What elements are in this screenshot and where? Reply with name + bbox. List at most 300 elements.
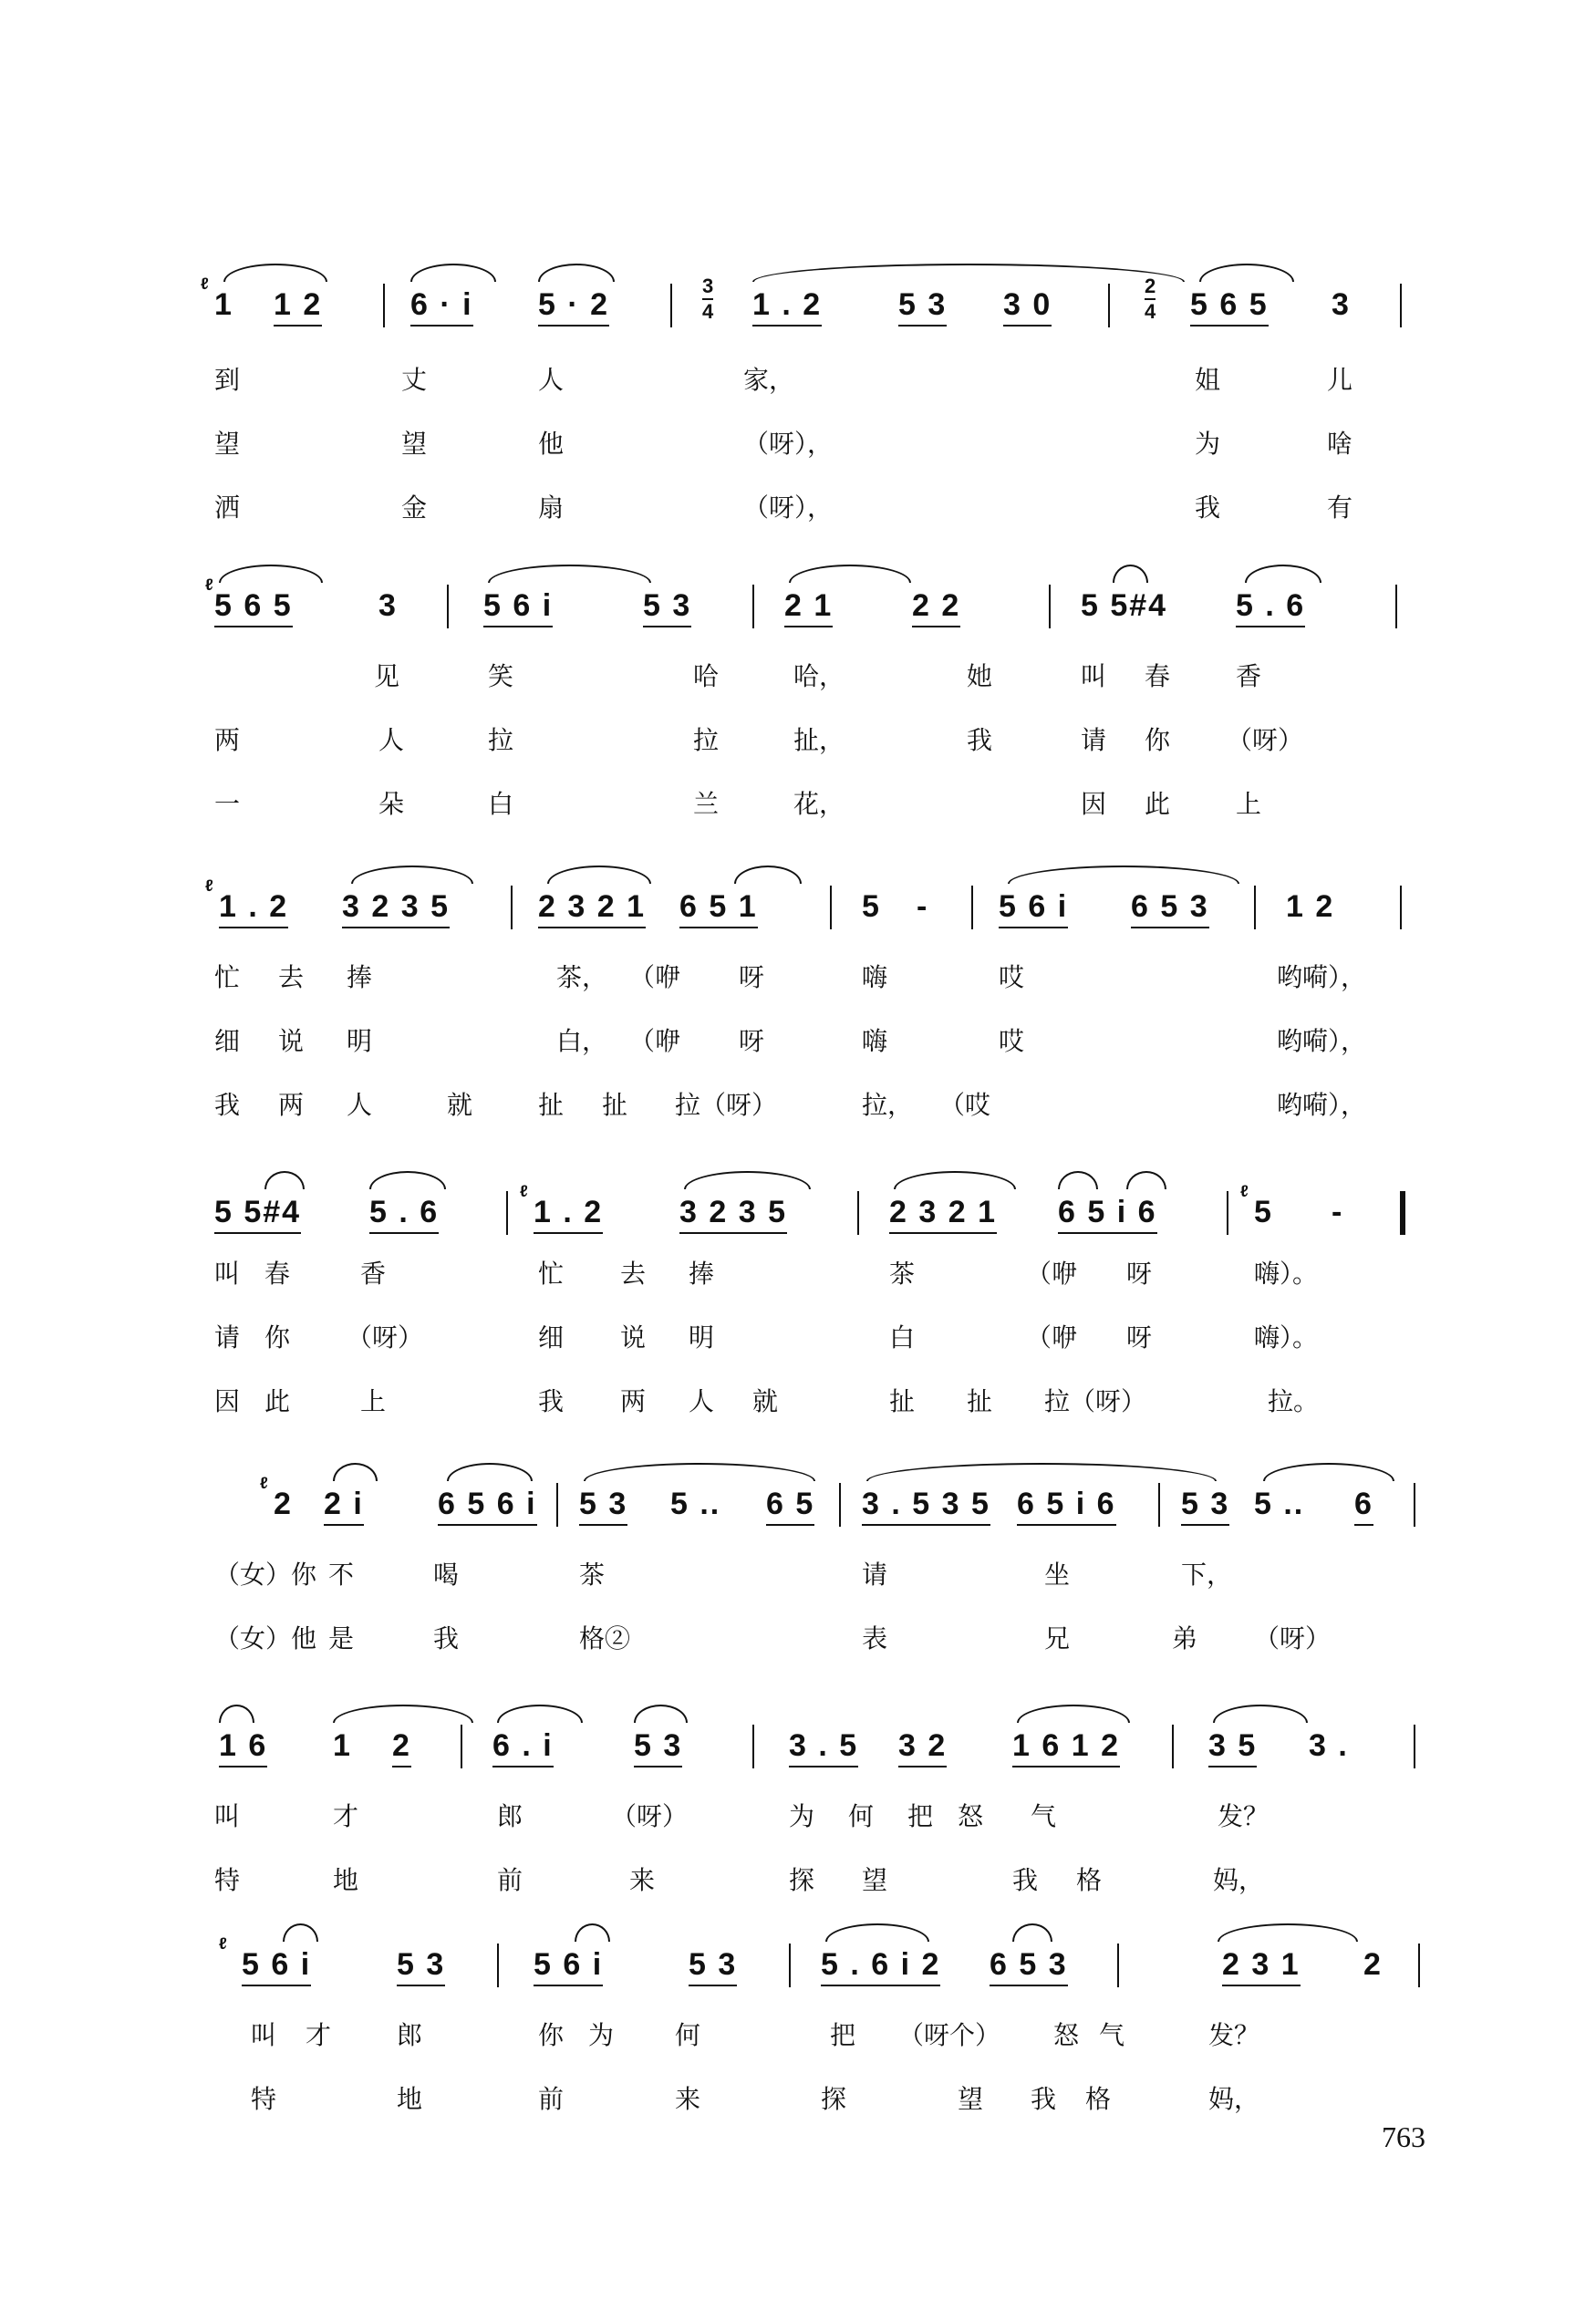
- lyric-word: 白: [488, 789, 514, 819]
- grace-note: ℓ: [260, 1474, 268, 1492]
- lyric-word: （女）他: [214, 1623, 317, 1653]
- lyric-word: 扯: [538, 1090, 565, 1120]
- slur-mark: [219, 565, 323, 583]
- note-group: 6 . i: [492, 1728, 554, 1767]
- slur-mark: [369, 1171, 446, 1189]
- note-group: 5 6 i: [999, 889, 1068, 928]
- note-group: 2 1: [784, 588, 833, 627]
- note-group: 2 i: [324, 1487, 364, 1526]
- lyric-line-1: [205, 1797, 1418, 1833]
- note-group: 5 5#4: [214, 1195, 301, 1234]
- lyric-word: 发？: [1208, 2020, 1260, 2050]
- lyric-word: 说: [278, 1026, 305, 1056]
- note-group: 3 2 3 5: [679, 1195, 787, 1234]
- bar-line: [511, 886, 513, 929]
- lyric-line-2: [205, 1021, 1418, 1058]
- bar-line: [1414, 1483, 1415, 1527]
- lyric-word: （呀个）: [898, 2020, 1001, 2050]
- note-group: 5 . 6: [369, 1195, 439, 1234]
- lyric-word: 笑: [488, 661, 514, 691]
- lyric-word: 拉（呀）: [1044, 1386, 1147, 1416]
- note-group: 1 6 1 2: [1012, 1728, 1120, 1767]
- lyric-word: 我: [214, 1090, 241, 1120]
- time-signature: 3 4: [702, 275, 714, 323]
- note-group: 5 ..: [670, 1487, 721, 1521]
- slur-mark: [575, 1923, 610, 1942]
- slur-mark: [684, 1171, 811, 1189]
- lyric-word: 叫: [214, 1259, 241, 1289]
- lyric-word: （咿: [1026, 1322, 1078, 1353]
- lyric-word: 前: [538, 2084, 565, 2114]
- notation-line: [205, 876, 1418, 944]
- note-group: 1 . 2: [219, 889, 288, 928]
- bar-line: [1414, 1725, 1415, 1768]
- lyric-word: 金: [401, 492, 428, 523]
- lyric-word: 忙: [214, 962, 241, 992]
- note-group: 5 6 i: [534, 1947, 603, 1986]
- slur-mark: [634, 1705, 688, 1723]
- lyric-word: 去: [278, 962, 305, 992]
- note-group: 1 6: [219, 1728, 267, 1767]
- lyric-word: 扇: [538, 492, 565, 523]
- lyric-word: 探: [789, 1865, 815, 1895]
- lyric-line-1: [205, 657, 1418, 693]
- lyric-word: 怒: [1053, 2020, 1080, 2050]
- lyric-line-3: [205, 488, 1418, 524]
- slur-mark: [264, 1171, 305, 1189]
- lyric-word: 明: [689, 1322, 715, 1353]
- slur-mark: [283, 1923, 318, 1942]
- lyric-word: 啥: [1327, 429, 1353, 459]
- lyric-word: 前: [497, 1865, 523, 1895]
- lyric-word: 呀: [739, 1026, 765, 1056]
- lyric-word: 我: [1012, 1865, 1039, 1895]
- notation-line: [205, 1182, 1418, 1249]
- lyric-line-1: [205, 2016, 1418, 2052]
- slur-mark: [333, 1705, 473, 1723]
- lyric-word: 地: [333, 1865, 359, 1895]
- lyric-word: 去: [620, 1259, 647, 1289]
- lyric-word: 此: [1145, 789, 1171, 819]
- lyric-word: 把: [907, 1801, 934, 1831]
- lyric-word: 有: [1327, 492, 1353, 523]
- lyric-word: 白: [889, 1322, 916, 1353]
- lyric-word: 此: [264, 1386, 291, 1416]
- lyric-word: 不: [328, 1560, 355, 1590]
- note-group: 2 3 2 1: [538, 889, 646, 928]
- lyric-line-2: [205, 1619, 1418, 1655]
- lyric-word: 细: [538, 1322, 565, 1353]
- note-group: 5 6 i: [242, 1947, 311, 1986]
- note-group: 2 3 2 1: [889, 1195, 997, 1234]
- lyric-word: 拉（呀）: [675, 1090, 778, 1120]
- lyric-word: 把: [830, 2020, 856, 2050]
- slur-mark: [547, 866, 651, 884]
- note-group: 6 5 6 i: [438, 1487, 537, 1526]
- lyric-word: 弟: [1172, 1623, 1198, 1653]
- lyric-word: 妈，: [1208, 2084, 1260, 2114]
- lyric-word: （呀），: [743, 492, 834, 523]
- lyric-word: 为: [588, 2020, 615, 2050]
- lyric-word: 来: [675, 2084, 701, 2114]
- slur-mark: [1218, 1923, 1358, 1942]
- note-group: 1 . 2: [752, 287, 822, 327]
- lyric-line-3: [205, 784, 1418, 821]
- note-group: 6 5 3: [990, 1947, 1068, 1986]
- lyric-word: 格: [1085, 2084, 1112, 2114]
- grace-note: ℓ: [1240, 1182, 1249, 1200]
- slur-mark: [1058, 1171, 1098, 1189]
- slur-mark: [734, 866, 802, 884]
- lyric-word: 明: [347, 1026, 373, 1056]
- bar-line: [1227, 1191, 1228, 1235]
- lyric-word: 哈，: [793, 661, 845, 691]
- note-group: 3 5: [1208, 1728, 1257, 1767]
- bar-line: [497, 1944, 499, 1987]
- lyric-line-3: [205, 1382, 1418, 1418]
- lyric-line-2: [205, 1318, 1418, 1354]
- lyric-word: （咿: [629, 962, 681, 992]
- grace-note: ℓ: [205, 575, 213, 594]
- slur-mark: [752, 264, 1185, 282]
- bar-line: [839, 1483, 841, 1527]
- note-group: 5 6 5: [1190, 287, 1269, 327]
- slur-mark: [1008, 866, 1239, 884]
- slur-mark: [223, 264, 327, 282]
- bar-line: [789, 1944, 791, 1987]
- lyric-word: 香: [360, 1259, 387, 1289]
- lyric-word: 特: [251, 2084, 277, 2114]
- slur-mark: [1012, 1923, 1052, 1942]
- lyric-word: 花，: [793, 789, 845, 819]
- bar-line: [752, 1725, 754, 1768]
- note-group: 5 . 6 i 2: [821, 1947, 940, 1986]
- slur-mark: [1245, 565, 1321, 583]
- lyric-word: 望: [958, 2084, 984, 2114]
- bar-line: [857, 1191, 859, 1235]
- lyric-word: 望: [862, 1865, 888, 1895]
- note-group: 3 2 3 5: [342, 889, 450, 928]
- lyric-word: （呀）: [1254, 1623, 1332, 1653]
- slur-mark: [219, 1705, 254, 1723]
- bar-line: [971, 886, 973, 929]
- note-group: 3 0: [1003, 287, 1052, 327]
- lyric-word: 细: [214, 1026, 241, 1056]
- bar-line: [506, 1191, 508, 1235]
- slur-mark: [497, 1705, 583, 1723]
- grace-note: ℓ: [201, 275, 209, 293]
- slur-mark: [488, 565, 651, 583]
- bar-line: [383, 284, 385, 327]
- lyric-word: 你: [1145, 725, 1171, 755]
- slur-mark: [1199, 264, 1294, 282]
- note-group: 3: [1332, 287, 1351, 322]
- slur-mark: [1126, 1171, 1166, 1189]
- note-group: 5 3: [689, 1947, 737, 1986]
- note-group: 5 5#4: [1081, 588, 1168, 623]
- lyric-word: （呀）: [347, 1322, 424, 1353]
- bar-line: [1395, 585, 1397, 628]
- lyric-word: 丈: [401, 365, 428, 395]
- note-group: 5 3: [397, 1947, 445, 1986]
- lyric-line-1: [205, 958, 1418, 994]
- lyric-word: 扯: [967, 1386, 993, 1416]
- lyric-word: 人: [538, 365, 565, 395]
- lyric-word: 就: [447, 1090, 473, 1120]
- lyric-word: 气: [1031, 1801, 1057, 1831]
- lyric-word: 请: [214, 1322, 241, 1353]
- lyric-word: 我: [1031, 2084, 1057, 2114]
- lyric-word: 扯: [889, 1386, 916, 1416]
- lyric-word: 一: [214, 789, 241, 819]
- lyric-line-2: [205, 720, 1418, 757]
- lyric-word: 茶: [579, 1560, 606, 1590]
- lyric-word: 何: [848, 1801, 875, 1831]
- lyric-line-2: [205, 424, 1418, 461]
- lyric-word: 才: [306, 2020, 332, 2050]
- note-group: 5 3: [643, 588, 691, 627]
- lyric-line-2: [205, 1861, 1418, 1897]
- lyric-word: 嗨）。: [1254, 1259, 1319, 1289]
- bar-line: [556, 1483, 558, 1527]
- lyric-word: 说: [620, 1322, 647, 1353]
- lyric-line-3: [205, 1085, 1418, 1122]
- note-group: 2: [392, 1728, 411, 1767]
- lyric-word: 哎: [999, 1026, 1025, 1056]
- bar-line: [670, 284, 672, 327]
- lyric-word: 呀: [739, 962, 765, 992]
- slur-mark: [866, 1463, 1217, 1481]
- note-group: 5 3: [634, 1728, 682, 1767]
- lyric-word: 下，: [1181, 1560, 1233, 1590]
- lyric-word: 人: [347, 1090, 373, 1120]
- slur-mark: [1113, 565, 1148, 583]
- lyric-word: 就: [752, 1386, 779, 1416]
- slur-mark: [584, 1463, 815, 1481]
- grace-note: ℓ: [205, 876, 213, 895]
- bar-line: [830, 886, 832, 929]
- lyric-word: 叫: [1081, 661, 1107, 691]
- lyric-word: 哈: [693, 661, 720, 691]
- lyric-word: 到: [214, 365, 241, 395]
- lyric-word: （咿: [1026, 1259, 1078, 1289]
- grace-note: ℓ: [520, 1182, 528, 1200]
- lyric-word: 地: [397, 2084, 423, 2114]
- lyric-word: 妈，: [1213, 1865, 1265, 1895]
- note-group: 3: [378, 588, 398, 623]
- lyric-word: 茶: [889, 1259, 916, 1289]
- note-group: 2: [274, 1487, 293, 1521]
- lyric-word: 我: [967, 725, 993, 755]
- lyric-word: 香: [1236, 661, 1262, 691]
- lyric-word: 我: [1195, 492, 1221, 523]
- lyric-word: 春: [1145, 661, 1171, 691]
- lyric-word: 家，: [743, 365, 795, 395]
- lyric-word: （哎: [939, 1090, 991, 1120]
- bar-line: [1254, 886, 1256, 929]
- lyric-word: 表: [862, 1623, 888, 1653]
- lyric-word: 见: [374, 661, 400, 691]
- lyric-word: 叫: [214, 1801, 241, 1831]
- lyric-word: 两: [214, 725, 241, 755]
- lyric-word: 请: [1081, 725, 1107, 755]
- lyric-word: 拉。: [1268, 1386, 1320, 1416]
- lyric-word: 怒: [958, 1801, 984, 1831]
- notation-line: [201, 275, 1418, 342]
- slur-mark: [1263, 1463, 1394, 1481]
- bar-line: [1158, 1483, 1160, 1527]
- lyric-word: 因: [1081, 789, 1107, 819]
- note-group: 3 .: [1309, 1728, 1349, 1763]
- note-group: 6 5 i 6: [1058, 1195, 1157, 1234]
- bar-line: [752, 585, 754, 628]
- note-group: 5: [862, 889, 881, 924]
- bar-line: [1418, 1944, 1420, 1987]
- slur-mark: [410, 264, 496, 282]
- lyric-word: 哟嗬），: [1277, 1026, 1367, 1056]
- lyric-word: 他: [538, 429, 565, 459]
- note-group: 1: [214, 287, 233, 322]
- lyric-word: 郎: [497, 1801, 523, 1831]
- slur-mark: [538, 264, 615, 282]
- lyric-line-2: [205, 2079, 1418, 2116]
- lyric-word: 捧: [347, 962, 373, 992]
- note-group: 5 6 5: [214, 588, 293, 627]
- lyric-word: 坐: [1044, 1560, 1071, 1590]
- lyric-word: 呀: [1126, 1322, 1153, 1353]
- lyric-word: 白，: [556, 1026, 608, 1056]
- lyric-line-1: [205, 1555, 1418, 1591]
- lyric-word: 儿: [1327, 365, 1353, 395]
- lyric-word: 扯，: [793, 725, 845, 755]
- note-group: 2: [1363, 1947, 1383, 1982]
- lyric-word: （呀），: [743, 429, 834, 459]
- note-group: 5 3: [898, 287, 947, 327]
- note-group: 3 2: [898, 1728, 947, 1767]
- lyric-line-1: [205, 1254, 1418, 1291]
- note-group: 6 · i: [410, 287, 473, 327]
- note-group: 1 2: [1286, 889, 1335, 924]
- note-group: 5 · 2: [538, 287, 609, 327]
- lyric-word: 你: [538, 2020, 565, 2050]
- lyric-word: 是: [328, 1623, 355, 1653]
- note-group: 6 5: [766, 1487, 814, 1526]
- lyric-word: 来: [629, 1865, 656, 1895]
- lyric-word: 请: [862, 1560, 888, 1590]
- note-group: 5 ..: [1254, 1487, 1305, 1521]
- lyric-word: 我: [433, 1623, 460, 1653]
- lyric-word: 我: [538, 1386, 565, 1416]
- page-number: 763: [1382, 2120, 1425, 2153]
- lyric-word: 特: [214, 1865, 241, 1895]
- bar-line: [447, 585, 449, 628]
- note-group: 6 5 i 6: [1017, 1487, 1116, 1526]
- lyric-word: （咿: [629, 1026, 681, 1056]
- slur-mark: [1213, 1705, 1308, 1723]
- lyric-word: 捧: [689, 1259, 715, 1289]
- bar-line: [1049, 585, 1051, 628]
- lyric-word: 她: [967, 661, 993, 691]
- bar-line: [461, 1725, 462, 1768]
- note-group: 6 5 3: [1131, 889, 1209, 928]
- notation-line: [205, 1474, 1418, 1541]
- lyric-word: 为: [789, 1801, 815, 1831]
- note-group: 1 2: [274, 287, 322, 327]
- lyric-word: 望: [401, 429, 428, 459]
- final-bar-line: [1400, 1191, 1405, 1235]
- note-group: 3 . 5 3 5: [862, 1487, 990, 1526]
- slur-mark: [1017, 1705, 1130, 1723]
- lyric-word: 嗨）。: [1254, 1322, 1319, 1353]
- lyric-word: 洒: [214, 492, 241, 523]
- lyric-word: 因: [214, 1386, 241, 1416]
- slur-mark: [351, 866, 473, 884]
- note-group: -: [1332, 1195, 1344, 1229]
- bar-line: [1108, 284, 1110, 327]
- lyric-word: 郎: [397, 2020, 423, 2050]
- lyric-word: 为: [1195, 429, 1221, 459]
- lyric-word: 你: [264, 1322, 291, 1353]
- lyric-word: 呀: [1126, 1259, 1153, 1289]
- lyric-word: 何: [675, 2020, 701, 2050]
- lyric-word: （呀）: [1227, 725, 1304, 755]
- lyric-word: 拉: [488, 725, 514, 755]
- slur-mark: [894, 1171, 1016, 1189]
- lyric-word: 茶，: [556, 962, 608, 992]
- lyric-line-1: [205, 360, 1418, 397]
- lyric-word: 哎: [999, 962, 1025, 992]
- lyric-word: 扯: [602, 1090, 628, 1120]
- lyric-word: 嗨: [862, 962, 888, 992]
- lyric-word: 两: [278, 1090, 305, 1120]
- lyric-word: 才: [333, 1801, 359, 1831]
- lyric-word: 嗨: [862, 1026, 888, 1056]
- note-group: 3 . 5: [789, 1728, 858, 1767]
- lyric-word: 叫: [251, 2020, 277, 2050]
- lyric-word: 格: [1076, 1865, 1103, 1895]
- bar-line: [1400, 886, 1402, 929]
- bar-line: [1117, 1944, 1119, 1987]
- notation-line: [205, 1934, 1418, 2002]
- note-group: 2 2: [912, 588, 960, 627]
- lyric-word: 气: [1099, 2020, 1125, 2050]
- note-group: 1: [333, 1728, 352, 1763]
- note-group: -: [917, 889, 929, 924]
- lyric-word: （女）你: [214, 1560, 317, 1590]
- slur-mark: [789, 565, 911, 583]
- lyric-word: 兰: [693, 789, 720, 819]
- note-group: 6 5 1: [679, 889, 758, 928]
- lyric-word: 人: [689, 1386, 715, 1416]
- time-signature: 2 4: [1145, 275, 1156, 323]
- note-group: 1 . 2: [534, 1195, 603, 1234]
- lyric-word: 格②: [579, 1623, 631, 1653]
- slur-mark: [447, 1463, 533, 1481]
- lyric-word: 姐: [1195, 365, 1221, 395]
- note-group: 5 . 6: [1236, 588, 1305, 627]
- lyric-word: 人: [378, 725, 405, 755]
- slur-mark: [825, 1923, 929, 1942]
- bar-line: [1172, 1725, 1174, 1768]
- lyric-word: 望: [214, 429, 241, 459]
- lyric-word: 上: [1236, 789, 1262, 819]
- lyric-word: 拉: [693, 725, 720, 755]
- note-group: 2 3 1: [1222, 1947, 1301, 1986]
- note-group: 5 3: [579, 1487, 627, 1526]
- bar-line: [1400, 284, 1402, 327]
- lyric-word: 春: [264, 1259, 291, 1289]
- slur-mark: [333, 1463, 378, 1481]
